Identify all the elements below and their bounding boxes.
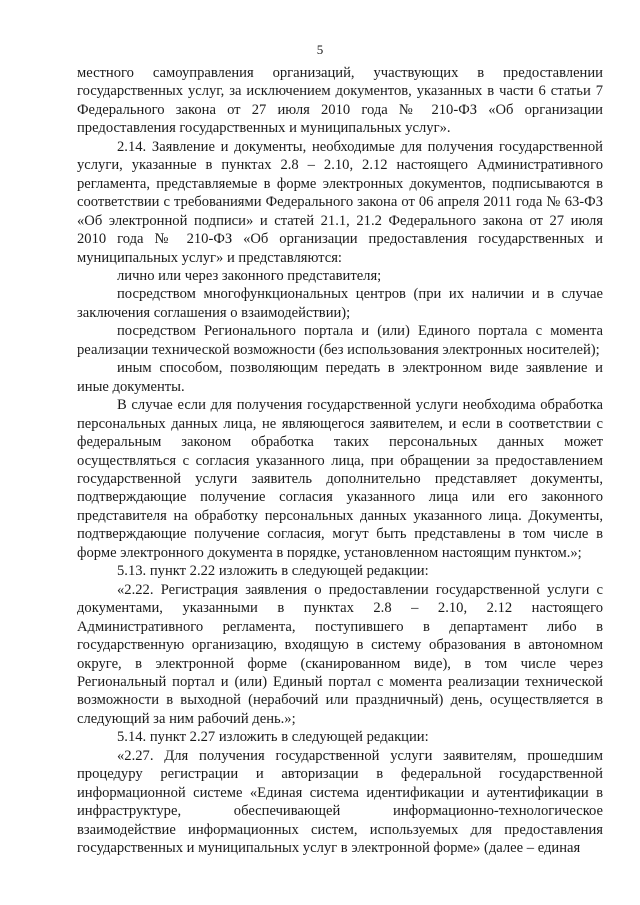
paragraph: «2.27. Для получения государственной услуги заявителям, прошедшим процедуру регистрации и авторизации в федеральной государственной информационной системе «Единая система идентификации и аутентификации в инфраструктуре, обеспечивающей информационно-технологическое взаимодействие информационных систем, используемых для предоставления государственных и муниципальных услуг в электронной форме» (далее – единая xyxy=(77,747,603,857)
paragraph: местного самоуправления организаций, участвующих в предоставлении государственных услуг, за исключением документов, указанных в части 6 статьи 7 Федерального закона от 27 июля 2010 года № 210-ФЗ «Об организации предоставления государственных и муниципальных услуг». xyxy=(77,65,603,137)
paragraph: посредством многофункциональных центров (при их наличии и в случае заключения соглашения о взаимодействии); xyxy=(77,286,603,321)
paragraph: 5.14. пункт 2.27 изложить в следующей редакции: xyxy=(117,729,429,746)
paragraph: В случае если для получения государственной услуги необходима обработка персональных данных лица, не являющегося заявителем, и если в соответствии с федеральным законом обработка таких персональных данных может осуществляться с согласия указанного лица, при обращении за предоставлением государственной услуги заявитель дополнительно представляет документы, подтверждающие получение согласия указанного лица или его законного представителя на обработку персональных данных указанного лица. Документы, подтверждающие получение согласия, могут быть представлены в том числе в форме электронного документа в порядке, установленном настоящим пунктом.»; xyxy=(77,397,603,561)
page-number: 5 xyxy=(316,42,324,57)
paragraph: посредством Регионального портала и (или) Единого портала с момента реализации технической возможности (без использования электронных носителей); xyxy=(77,323,603,358)
paragraph: лично или через законного представителя; xyxy=(117,267,382,284)
paragraph: иным способом, позволяющим передать в электронном виде заявление и иные документы. xyxy=(77,360,603,395)
document-body xyxy=(77,64,603,857)
paragraph: 5.13. пункт 2.22 изложить в следующей редакции: xyxy=(117,563,429,580)
paragraph: 2.14. Заявление и документы, необходимые для получения государственной услуги, указанные в пунктах 2.8 – 2.10, 2.12 настоящего Административного регламента, представляемые в форме электронных документов, подписываются в соответствии с требованиями Федерального закона от 06 апреля 2011 года № 63-ФЗ «Об электронной подписи» и статей 21.1, 21.2 Федерального закона от 27 июля 2010 года № 210-ФЗ «Об организации предоставления государственных и муниципальных услуг» и представляются: xyxy=(77,138,603,266)
paragraph: «2.22. Регистрация заявления о предоставлении государственной услуги с документами, указанными в пунктах 2.8 – 2.10, 2.12 настоящего Административного регламента, поступившего в департамент либо в государственную организацию, входящую в систему образования в автономном округе, в электронной форме (сканированном виде), в том числе через Региональный портал и (или) Единый портал с момента реализации технической возможности в выходной (нерабочий или праздничный) день, осуществляется в следующий за ним рабочий день.»; xyxy=(77,581,603,727)
